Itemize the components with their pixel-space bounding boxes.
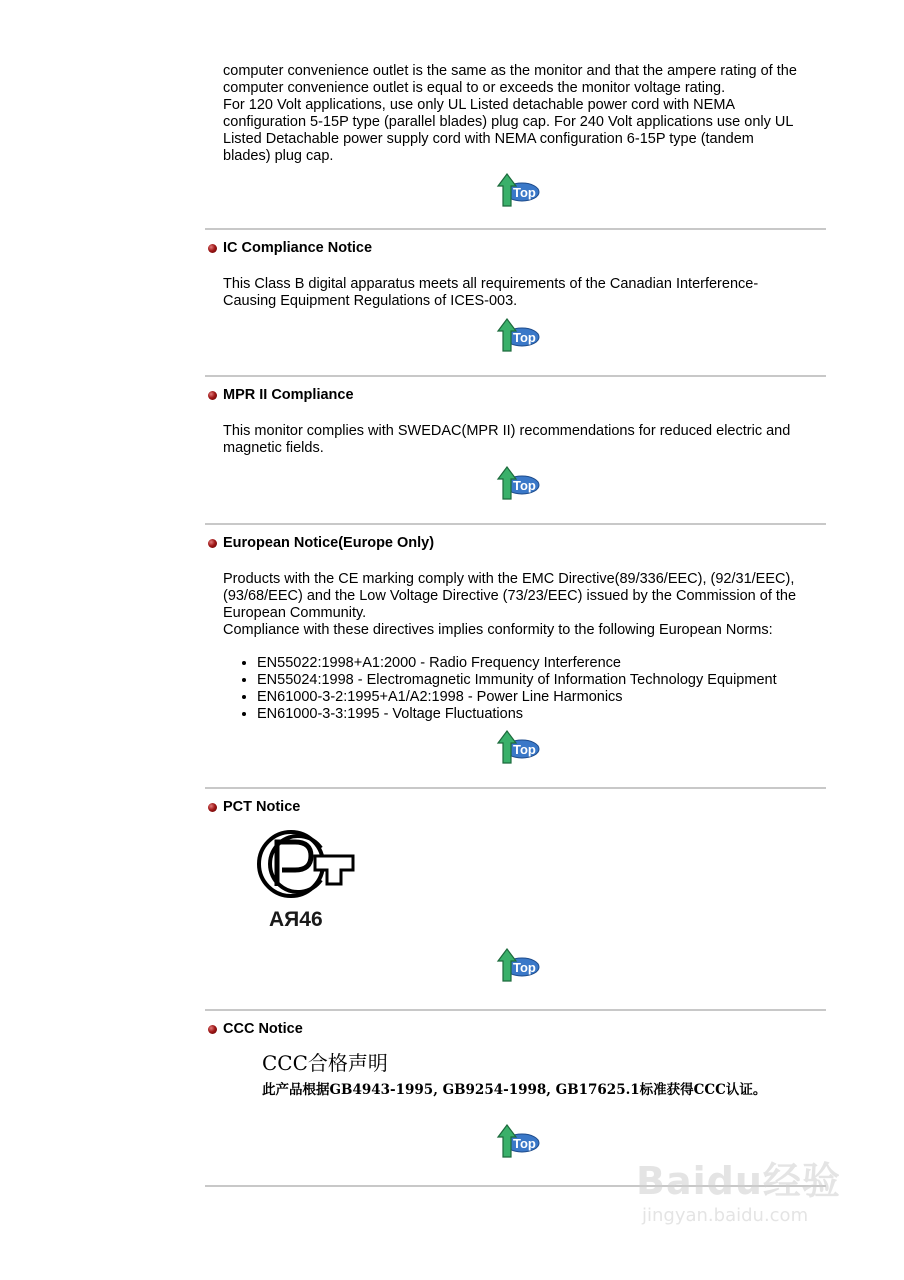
european-line: Compliance with these directives implies conformity to the following European Norms: (223, 622, 773, 638)
ic-heading: IC Compliance Notice (205, 240, 826, 257)
list-item: • EN61000-3-2:1995+A1/A2:1998 - Power Line Harmonics (257, 689, 826, 706)
top-icon[interactable] (494, 170, 542, 210)
top-icon[interactable] (494, 463, 542, 503)
intro-line: computer convenience outlet is equal to or exceeds the monitor voltage rating. (223, 80, 726, 96)
european-line: Products with the CE marking comply with the EMC Directive(89/336/EEC), (92/31/EEC), (223, 571, 795, 587)
ic-line: This Class B digital apparatus meets all requirements of the Canadian Interference- (223, 276, 759, 292)
section-divider (205, 1185, 826, 1187)
watermark-url: jingyan.baidu.com (642, 1205, 809, 1226)
bullet-icon (208, 539, 217, 548)
pct-logo-code: AЯ46 (269, 908, 323, 931)
watermark-brand: Baidu经验 (636, 1159, 841, 1203)
bullet-icon (208, 244, 217, 253)
intro-line: computer convenience outlet is the same as the monitor and that the ampere rating of the (223, 63, 797, 79)
mpr-line: magnetic fields. (223, 440, 324, 456)
european-line: European Community. (223, 605, 367, 621)
top-icon[interactable] (494, 315, 542, 355)
pct-heading: PCT Notice (205, 799, 826, 816)
intro-line: Listed Detachable power supply cord with NEMA configuration 6-15P type (tandem (223, 131, 754, 147)
top-icon[interactable] (494, 1121, 542, 1161)
intro-line: blades) plug cap. (223, 148, 334, 164)
ic-line: Causing Equipment Regulations of ICES-003. (223, 293, 518, 309)
top-icon[interactable] (494, 945, 542, 985)
bullet-icon (208, 1025, 217, 1034)
european-heading: European Notice(Europe Only) (205, 535, 826, 552)
european-line: (93/68/EEC) and the Low Voltage Directive (73/23/EEC) issued by the Commission of the (223, 588, 797, 604)
ccc-statement: 此产品根据GB4943-1995, GB9254-1998, GB17625.1标准获得CCC认证。 (262, 1082, 767, 1098)
list-item: • EN55022:1998+A1:2000 - Radio Frequency Interference (257, 655, 826, 672)
norms-list (205, 655, 826, 723)
top-icon[interactable] (494, 727, 542, 767)
pct-certification-logo (255, 826, 365, 936)
list-item: • EN55024:1998 - Electromagnetic Immunity of Information Technology Equipment (257, 672, 826, 689)
ccc-heading: CCC Notice (205, 1021, 826, 1038)
list-item: • EN61000-3-3:1995 - Voltage Fluctuations (257, 706, 826, 723)
mpr-heading: MPR II Compliance (205, 387, 826, 404)
european-paragraph (223, 571, 826, 639)
ccc-title: CCC合格声明 (262, 1051, 388, 1075)
intro-line: configuration 5-15P type (parallel blades) plug cap. For 240 Volt applications use only UL (223, 114, 794, 130)
intro-paragraph (223, 63, 826, 165)
ic-paragraph (223, 276, 826, 310)
mpr-line: This monitor complies with SWEDAC(MPR II) recommendations for reduced electric and (223, 423, 791, 439)
mpr-paragraph (223, 423, 826, 457)
page-content (205, 0, 826, 1187)
bullet-icon (208, 803, 217, 812)
intro-line: For 120 Volt applications, use only UL Listed detachable power cord with NEMA (223, 97, 736, 113)
bullet-icon (208, 391, 217, 400)
